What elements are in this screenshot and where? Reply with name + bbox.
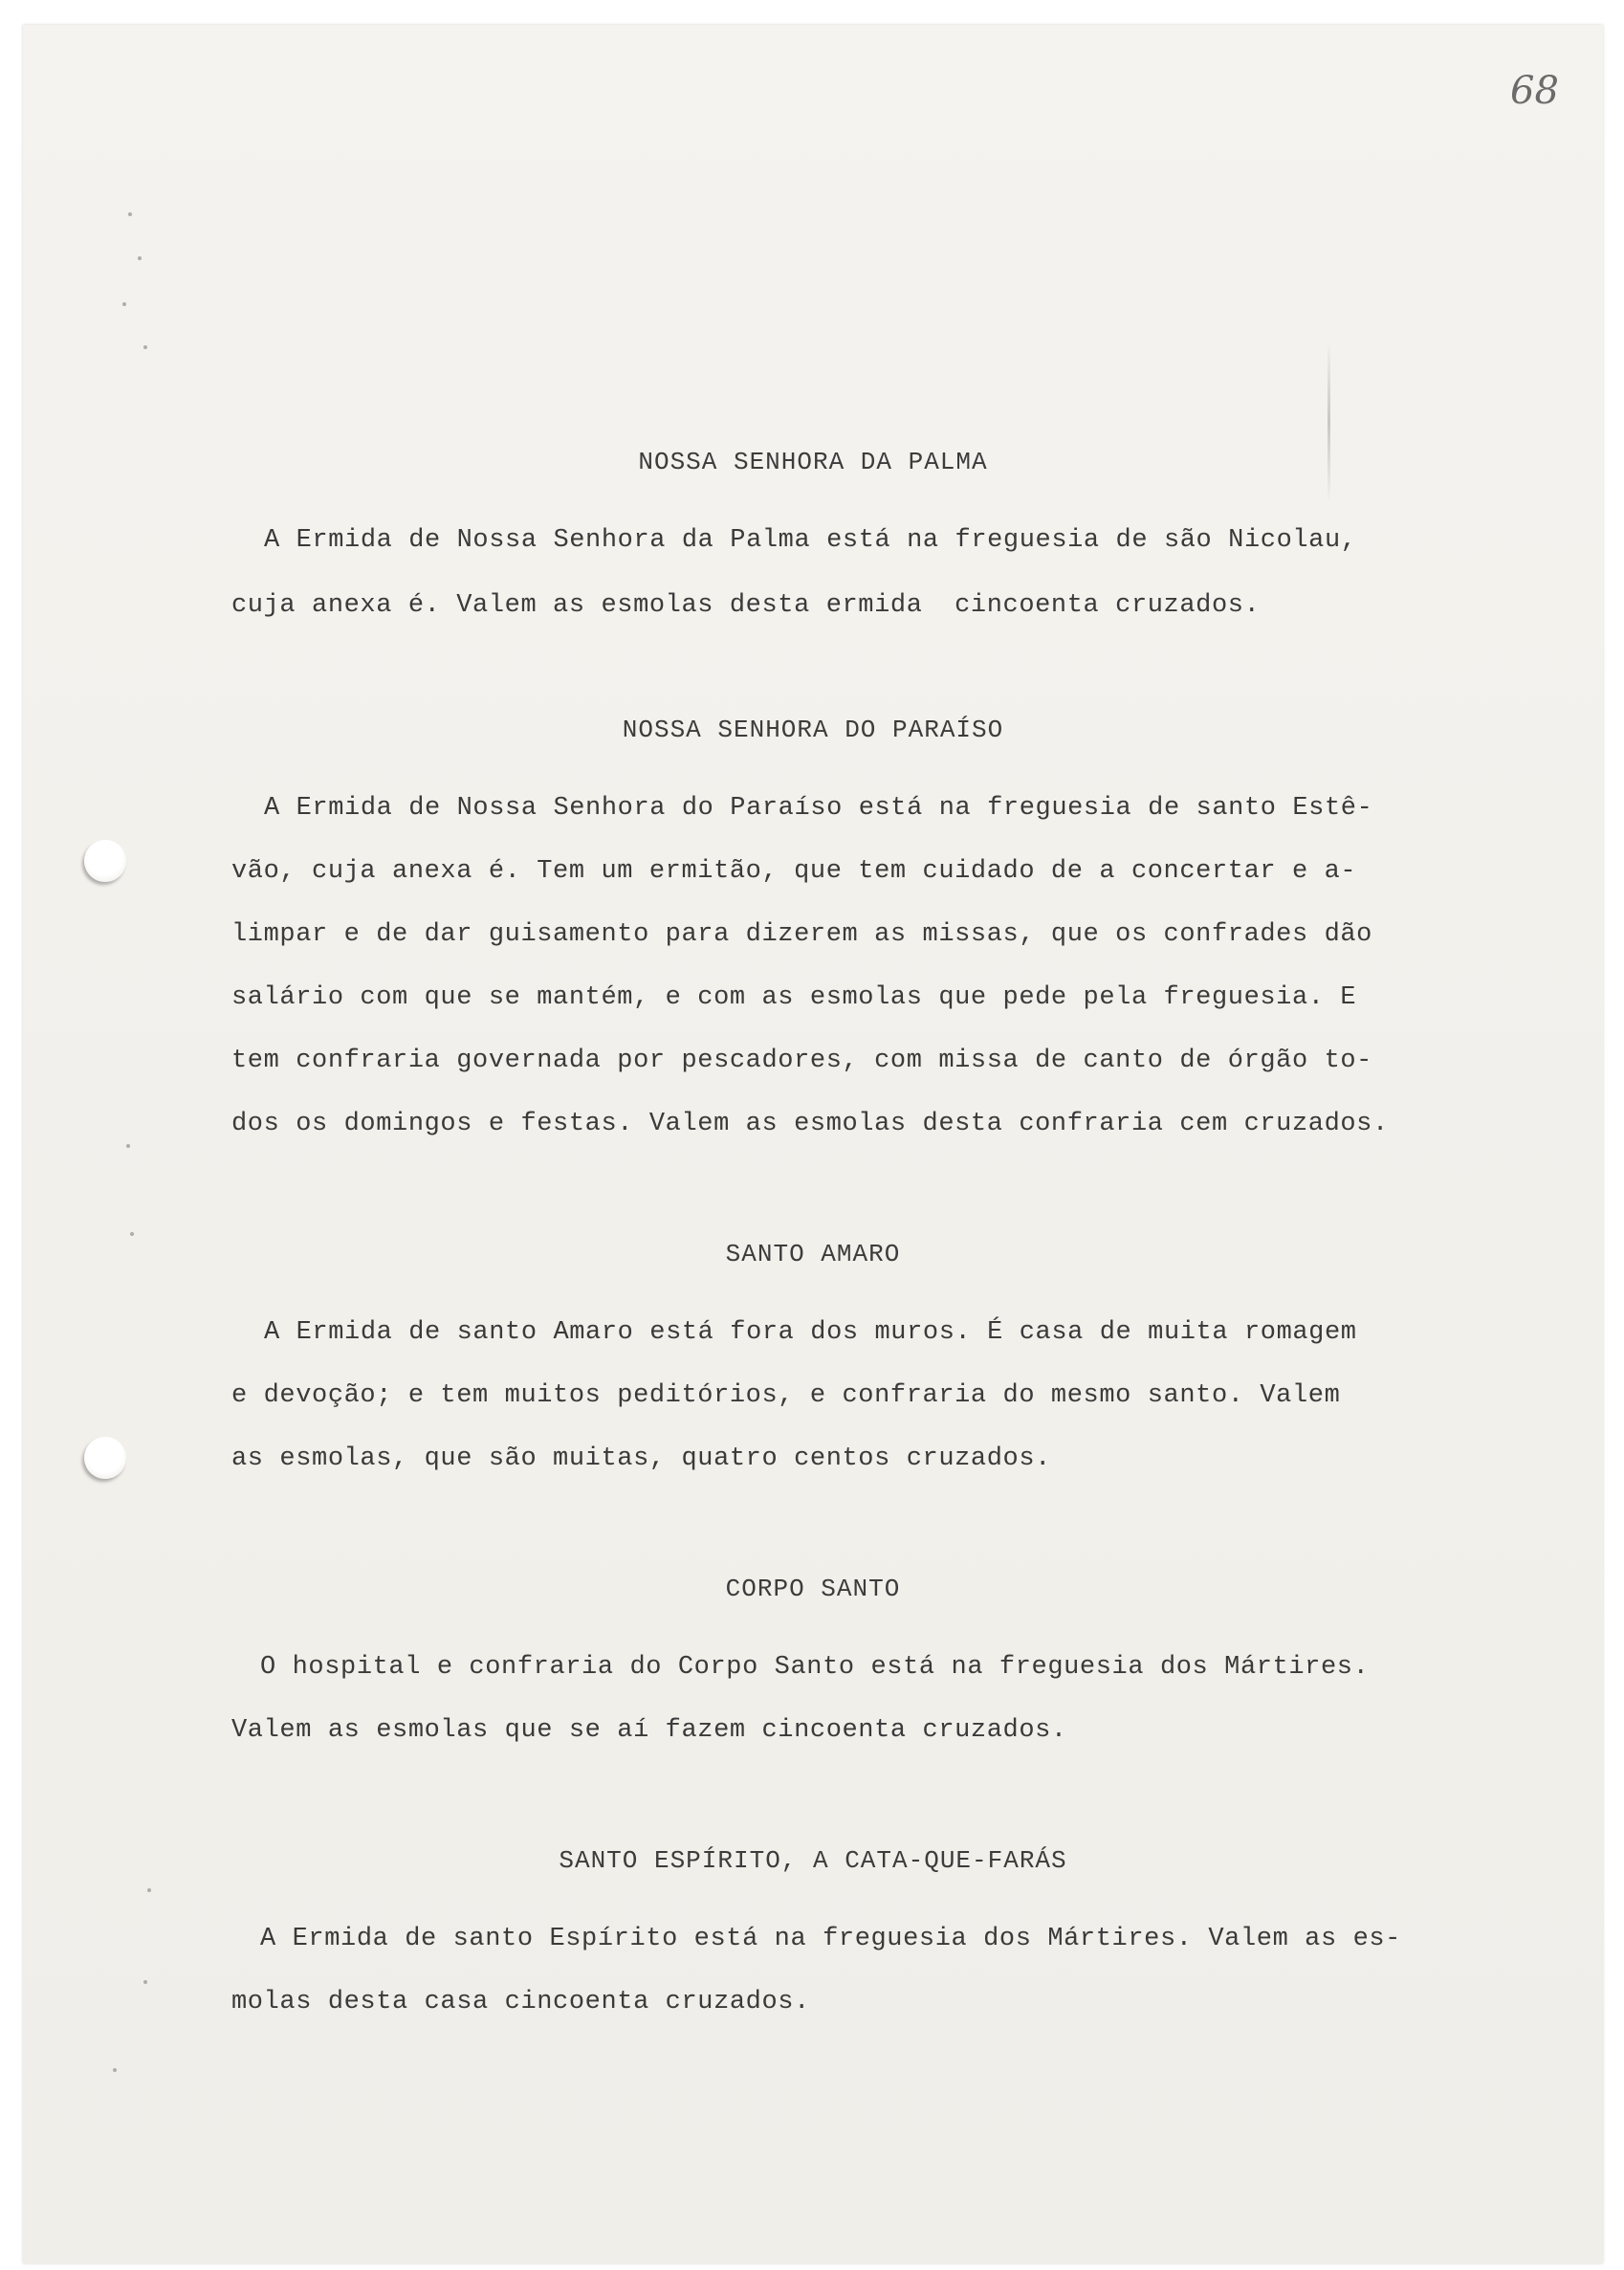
section-heading: SANTO AMARO [725, 1240, 901, 1268]
text-line: A Ermida de santo Amaro está fora dos muros. É casa de muita romagem [264, 1318, 1357, 1347]
text-line: O hospital e confraria do Corpo Santo está na freguesia dos Mártires. [260, 1653, 1370, 1682]
text-line: tem confraria governada por pescadores, com missa de canto de órgão to- [231, 1047, 1372, 1075]
section-heading: NOSSA SENHORA DA PALMA [638, 448, 988, 476]
text-line: limpar e de dar guisamento para dizerem as missas, que os confrades dão [231, 920, 1372, 949]
text-line: molas desta casa cincoenta cruzados. [231, 1988, 810, 2017]
text-line: salário com que se mantém, e com as esmolas que pede pela freguesia. E [231, 983, 1357, 1012]
text-line: dos os domingos e festas. Valem as esmolas desta confraria cem cruzados. [231, 1110, 1389, 1138]
folio-number: 68 [1510, 69, 1559, 113]
text-line: as esmolas, que são muitas, quatro centos cruzados. [231, 1444, 1051, 1473]
text-line: Valem as esmolas que se aí fazem cincoenta cruzados. [231, 1716, 1067, 1745]
document-content [23, 25, 1603, 2263]
text-line: A Ermida de Nossa Senhora da Palma está na freguesia de são Nicolau, [264, 526, 1357, 555]
text-line: cuja anexa é. Valem as esmolas desta ermida cincoenta cruzados. [231, 591, 1261, 620]
text-line: e devoção; e tem muitos peditórios, e confraria do mesmo santo. Valem [231, 1381, 1341, 1410]
section-heading: NOSSA SENHORA DO PARAÍSO [622, 716, 1004, 744]
text-line: A Ermida de santo Espírito está na freguesia dos Mártires. Valem as es- [260, 1925, 1401, 1953]
text-line: vão, cuja anexa é. Tem um ermitão, que tem cuidado de a concertar e a- [231, 857, 1357, 886]
text-line: A Ermida de Nossa Senhora do Paraíso está na freguesia de santo Estê- [264, 794, 1373, 823]
section-heading: SANTO ESPÍRITO, A CATA-QUE-FARÁS [559, 1846, 1067, 1875]
typewritten-sheet [23, 25, 1603, 2263]
section-heading: CORPO SANTO [725, 1575, 901, 1603]
